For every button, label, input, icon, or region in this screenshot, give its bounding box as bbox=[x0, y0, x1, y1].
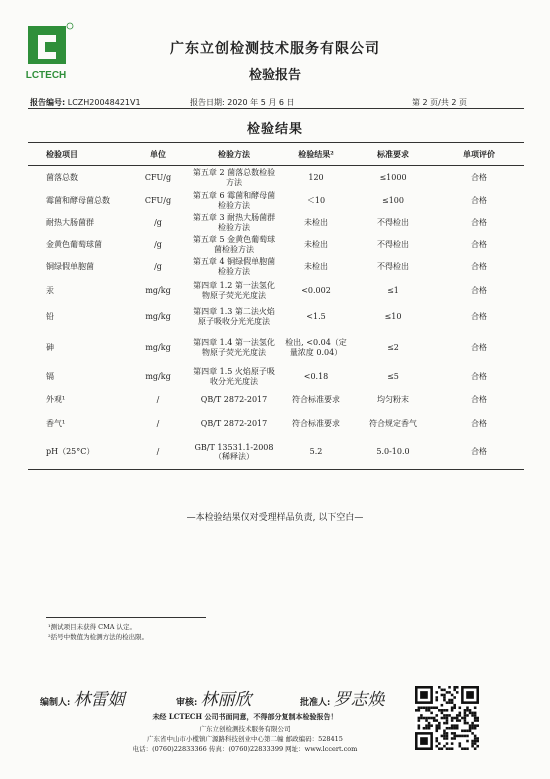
cell-result: <0.18 bbox=[303, 371, 329, 381]
cell-item: 汞 bbox=[46, 285, 54, 295]
cell-unit: / bbox=[156, 418, 160, 428]
cell-result: <1.5 bbox=[306, 311, 326, 321]
cell-method: 第五章 4 铜绿假单胞菌检验方法 bbox=[192, 257, 276, 276]
cell-item: 金黄色葡萄球菌 bbox=[46, 239, 102, 249]
cell-verdict: 合格 bbox=[471, 311, 487, 321]
cell-unit: CFU/g bbox=[144, 195, 172, 205]
table-row bbox=[28, 278, 524, 304]
editor-signature: 编制人: 林雷姻 bbox=[40, 690, 125, 710]
cell-item: 霉菌和酵母菌总数 bbox=[46, 195, 110, 205]
cell-item: 香气¹ bbox=[46, 418, 66, 428]
footnotes bbox=[48, 622, 148, 642]
col-header-unit: 单位 bbox=[128, 143, 188, 166]
cell-result: 未检出 bbox=[304, 239, 328, 249]
cell-result: 未检出 bbox=[304, 217, 328, 227]
end-note: —本检验结果仅对受理样品负责, 以下空白— bbox=[186, 513, 364, 523]
table-header-row bbox=[28, 143, 524, 166]
document-title: 检验报告 bbox=[248, 68, 301, 83]
cell-verdict: 合格 bbox=[434, 436, 524, 470]
cell-unit: mg/kg bbox=[145, 311, 171, 321]
cell-verdict: 合格 bbox=[471, 342, 487, 352]
table-row bbox=[28, 256, 524, 278]
footnote-1: ¹测试项目未获得 CMA 认定。 bbox=[48, 623, 137, 631]
cell-unit: /g bbox=[154, 239, 162, 249]
cell-method: 第五章 2 菌落总数检验方法 bbox=[192, 168, 276, 187]
col-header-method: 检验方法 bbox=[188, 143, 280, 166]
cell-item: 外观¹ bbox=[46, 394, 66, 404]
col-header-item: 检验项目 bbox=[28, 143, 128, 166]
cell-standard: ≤1000 bbox=[379, 172, 407, 182]
cell-method: 第四章 1.4 第一法氢化物原子荧光光度法 bbox=[193, 338, 275, 357]
cell-method: 第四章 1.3 第二法火焰原子吸收分光光度法 bbox=[193, 307, 275, 326]
svg-text:LCTECH: LCTECH bbox=[25, 70, 67, 81]
cell-standard: 不得检出 bbox=[377, 261, 409, 271]
cell-verdict: 合格 bbox=[471, 418, 487, 428]
footer-warning: 未经 LCTECH 公司书面同意，不得部分复制本检验报告！ bbox=[152, 712, 338, 721]
cell-item: 砷 bbox=[46, 342, 54, 352]
cell-unit: mg/kg bbox=[145, 342, 171, 352]
report-number: 报告编号: LCZH20048421V1 bbox=[30, 98, 141, 107]
cell-standard: 均匀粉末 bbox=[377, 394, 409, 404]
results-table bbox=[28, 142, 524, 470]
footnote-2: ²括号中数值为检测方法的检出限。 bbox=[48, 633, 149, 641]
cell-result: 5.2 bbox=[280, 436, 352, 470]
approver-signature: 批准人: 罗志焕 bbox=[300, 690, 385, 710]
col-header-standard: 标准要求 bbox=[352, 143, 434, 166]
cell-result: ＜10 bbox=[306, 195, 326, 205]
cell-standard: 不得检出 bbox=[377, 217, 409, 227]
page-indicator: 第 2 页/共 2 页 bbox=[412, 98, 468, 107]
report-date: 报告日期: 2020 年 5 月 6 日 bbox=[190, 98, 295, 107]
cell-standard: 不得检出 bbox=[377, 239, 409, 249]
cell-result: 符合标准要求 bbox=[292, 394, 340, 404]
cell-standard: ≤1 bbox=[387, 285, 399, 295]
cell-method: QB/T 2872-2017 bbox=[200, 418, 268, 428]
cell-unit: / bbox=[156, 394, 160, 404]
cell-result: 检出, <0.04（定量浓度 0.04） bbox=[285, 337, 347, 357]
footer-contact: 电话：(0760)22833366 传真：(0760)22833399 网址：www.lccert.com bbox=[132, 745, 358, 753]
cell-item: 铜绿假单胞菌 bbox=[46, 261, 94, 271]
table-row bbox=[28, 366, 524, 388]
cell-result: 未检出 bbox=[304, 261, 328, 271]
table-row bbox=[28, 212, 524, 234]
cell-unit: mg/kg bbox=[145, 371, 171, 381]
cell-standard: 5.0-10.0 bbox=[352, 436, 434, 470]
table-row bbox=[28, 190, 524, 212]
cell-method: 第五章 6 霉菌和酵母菌检验方法 bbox=[192, 191, 276, 210]
cell-standard: ≤2 bbox=[387, 342, 399, 352]
cell-method: 第五章 5 金黄色葡萄球菌检验方法 bbox=[192, 235, 276, 254]
cell-item: pH（25°C） bbox=[28, 436, 128, 470]
cell-verdict: 合格 bbox=[471, 239, 487, 249]
cell-verdict: 合格 bbox=[471, 285, 487, 295]
qr-code-icon bbox=[415, 686, 479, 750]
cell-item: 镉 bbox=[46, 371, 54, 381]
cell-method: GB/T 13531.1-2008（稀释法） bbox=[188, 436, 280, 470]
cell-standard: 符合规定香气 bbox=[369, 418, 417, 428]
cell-unit: /g bbox=[154, 217, 162, 227]
cell-item: 耐热大肠菌群 bbox=[46, 217, 94, 227]
section-title: 检验结果 bbox=[246, 122, 303, 137]
cell-result: <0.002 bbox=[301, 285, 331, 295]
company-name: 广东立创检测技术服务有限公司 bbox=[170, 41, 380, 57]
cell-result: 符合标准要求 bbox=[292, 418, 340, 428]
cell-unit: /g bbox=[154, 261, 162, 271]
cell-verdict: 合格 bbox=[471, 172, 487, 182]
footer-address: 广东省中山市小榄镇广源路科技创业中心第二幢 邮政编码：528415 bbox=[147, 735, 343, 743]
cell-standard: ≤100 bbox=[382, 195, 404, 205]
table-row bbox=[28, 388, 524, 412]
table-row bbox=[28, 234, 524, 256]
cell-method: QB/T 2872-2017 bbox=[200, 394, 268, 404]
table-row bbox=[28, 166, 524, 190]
cell-item: 菌落总数 bbox=[46, 172, 78, 182]
cell-verdict: 合格 bbox=[471, 195, 487, 205]
cell-standard: ≤5 bbox=[387, 371, 399, 381]
cell-verdict: 合格 bbox=[471, 394, 487, 404]
table-row bbox=[28, 304, 524, 330]
table-row bbox=[28, 436, 524, 470]
cell-unit: / bbox=[128, 436, 188, 470]
table-row bbox=[28, 330, 524, 366]
cell-item: 铅 bbox=[46, 311, 54, 321]
header-divider bbox=[28, 108, 524, 109]
cell-standard: ≤10 bbox=[384, 311, 402, 321]
cell-verdict: 合格 bbox=[471, 371, 487, 381]
cell-method: 第四章 1.2 第一法氢化物原子荧光光度法 bbox=[193, 281, 275, 300]
table-row bbox=[28, 412, 524, 436]
cell-verdict: 合格 bbox=[471, 261, 487, 271]
col-header-result: 检验结果² bbox=[280, 143, 352, 166]
col-header-verdict: 单项评价 bbox=[434, 143, 524, 166]
cell-unit: mg/kg bbox=[145, 285, 171, 295]
cell-verdict: 合格 bbox=[471, 217, 487, 227]
footer-company: 广东立创检测技术服务有限公司 bbox=[199, 725, 291, 733]
cell-method: 第五章 3 耐热大肠菌群检验方法 bbox=[192, 213, 276, 232]
cell-unit: CFU/g bbox=[144, 172, 172, 182]
cell-result: 120 bbox=[308, 172, 324, 182]
cell-method: 第四章 1.5 火焰原子吸收分光光度法 bbox=[193, 367, 275, 386]
footnote-divider bbox=[46, 617, 206, 618]
reviewer-signature: 审核: 林丽欣 bbox=[176, 690, 252, 710]
